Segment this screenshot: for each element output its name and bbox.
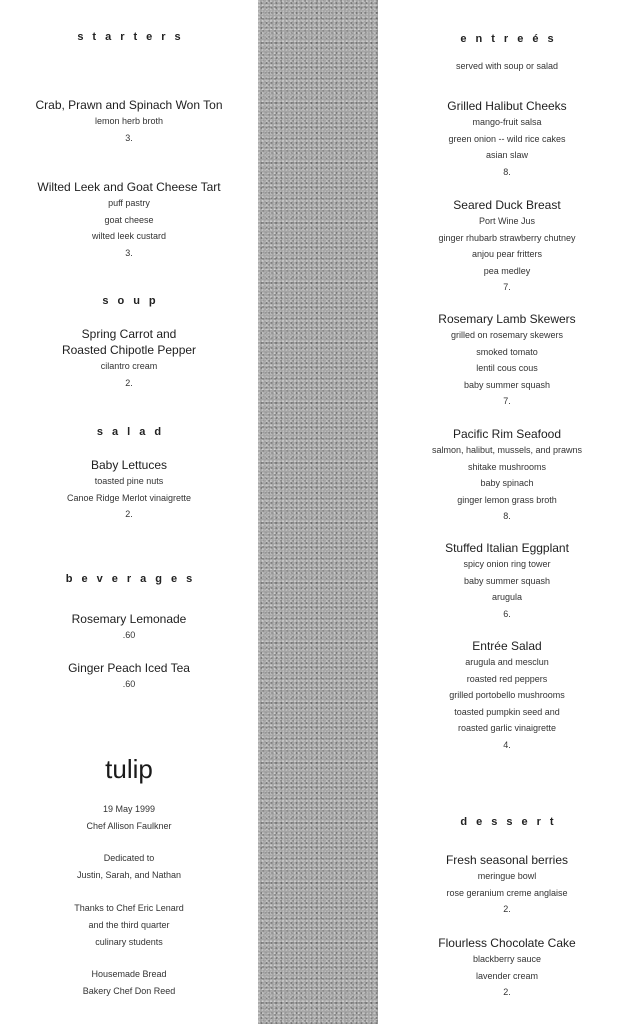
item-detail: lavender cream xyxy=(475,970,539,981)
item-name: Rosemary Lamb Skewers xyxy=(438,312,576,326)
menu-item-halibut-cheeks xyxy=(380,98,634,180)
thanks-line: culinary students xyxy=(95,937,163,947)
menu-item-leek-tart xyxy=(0,179,258,261)
menu-item-lamb-skewers xyxy=(380,311,634,410)
item-detail: mango-fruit salsa xyxy=(472,117,542,127)
item-detail: rose geranium creme anglaise xyxy=(446,887,568,898)
item-detail: salmon, halibut, mussels, and prawns xyxy=(431,445,583,455)
item-detail: roasted garlic vinaigrette xyxy=(457,723,557,733)
item-name: Grilled Halibut Cheeks xyxy=(447,99,567,113)
dedication-names: Justin, Sarah, and Nathan xyxy=(76,870,182,880)
item-name: Wilted Leek and Goat Cheese Tart xyxy=(37,180,221,194)
menu-item-peach-tea xyxy=(0,660,258,693)
bread-chef: Bakery Chef Don Reed xyxy=(82,986,176,996)
item-price: .60 xyxy=(122,630,136,640)
menu-item-carrot-soup xyxy=(0,326,258,391)
item-detail: blackberry sauce xyxy=(472,954,542,964)
item-name: Fresh seasonal berries xyxy=(445,853,569,867)
thanks-line: Thanks to Chef Eric Lenard xyxy=(74,903,184,913)
item-price: 7. xyxy=(503,282,511,292)
restaurant-logo: tulip xyxy=(105,754,153,784)
item-detail: goat cheese xyxy=(104,214,154,225)
item-name: Pacific Rim Seafood xyxy=(452,427,562,441)
item-detail: lentil cous cous xyxy=(476,363,538,373)
item-detail: cilantro cream xyxy=(100,361,158,371)
item-detail: Port Wine Jus xyxy=(478,216,536,226)
item-detail: anjou pear fritters xyxy=(471,249,543,259)
item-name: Baby Lettuces xyxy=(90,458,168,472)
item-price: 8. xyxy=(503,511,511,521)
item-name: Flourless Chocolate Cake xyxy=(438,936,576,950)
section-heading-beverages: beverages xyxy=(65,573,202,585)
item-detail: baby spinach xyxy=(480,478,534,488)
item-name: Spring Carrot and xyxy=(81,327,177,341)
chef-name: Chef Allison Faulkner xyxy=(86,821,172,831)
item-detail: smoked tomato xyxy=(476,346,538,357)
menu-item-won-ton xyxy=(0,97,258,146)
item-detail: ginger rhubarb strawberry chutney xyxy=(438,232,576,243)
menu-item-rosemary-lemonade xyxy=(0,611,258,644)
dedication-line: Dedicated to xyxy=(103,853,155,863)
item-detail: wilted leek custard xyxy=(91,231,167,241)
item-detail: Canoe Ridge Merlot vinaigrette xyxy=(66,492,192,503)
section-heading-dessert: dessert xyxy=(460,816,563,828)
section-heading-salad: salad xyxy=(96,426,171,438)
item-price: 2. xyxy=(125,509,133,519)
menu-item-seasonal-berries xyxy=(380,852,634,918)
item-price: 2. xyxy=(125,377,133,388)
item-name: Rosemary Lemonade xyxy=(71,612,187,626)
item-detail: baby summer squash xyxy=(463,379,551,390)
item-name: Stuffed Italian Eggplant xyxy=(445,541,569,555)
item-price: 2. xyxy=(503,904,511,914)
center-texture-band xyxy=(258,0,378,1024)
item-detail: ginger lemon grass broth xyxy=(457,494,557,505)
item-name-line2: Roasted Chipotle Pepper xyxy=(61,343,197,357)
item-price: 3. xyxy=(125,132,133,143)
menu-item-pacific-seafood xyxy=(380,426,634,525)
item-name: Ginger Peach Iced Tea xyxy=(68,661,190,675)
item-detail: green onion -- wild rice cakes xyxy=(448,133,566,144)
thanks-line: and the third quarter xyxy=(88,920,170,930)
menu-item-duck-breast xyxy=(380,197,634,296)
bread-credit: Housemade Bread xyxy=(91,969,167,979)
item-detail: meringue bowl xyxy=(477,871,537,881)
section-heading-entrees: entreés xyxy=(460,33,563,45)
item-detail: toasted pumpkin seed and xyxy=(454,706,560,717)
menu-item-stuffed-eggplant xyxy=(380,540,634,622)
item-detail: grilled on rosemary skewers xyxy=(450,330,564,340)
entrees-note: served with soup or salad xyxy=(455,61,559,71)
menu-item-chocolate-cake xyxy=(380,935,634,1001)
section-heading-starters: starters xyxy=(77,31,190,43)
item-price: .60 xyxy=(122,679,136,689)
item-name: Crab, Prawn and Spinach Won Ton xyxy=(35,98,223,112)
item-detail: arugula xyxy=(491,592,523,602)
item-detail: shitake mushrooms xyxy=(467,461,547,472)
menu-item-entree-salad xyxy=(380,638,634,753)
item-detail: toasted pine nuts xyxy=(94,476,164,486)
item-price: 8. xyxy=(503,166,511,177)
item-detail: baby summer squash xyxy=(463,575,551,586)
item-price: 7. xyxy=(503,396,511,406)
item-detail: puff pastry xyxy=(108,198,150,208)
item-detail: roasted red peppers xyxy=(466,673,548,684)
item-detail: spicy onion ring tower xyxy=(463,559,551,569)
item-detail: arugula and mesclun xyxy=(465,657,549,667)
menu-item-baby-lettuces xyxy=(0,457,258,523)
menu-date: 19 May 1999 xyxy=(102,804,156,814)
item-price: 2. xyxy=(503,987,511,997)
section-heading-soup: soup xyxy=(102,295,165,307)
item-price: 6. xyxy=(503,608,511,619)
item-detail: pea medley xyxy=(483,265,531,276)
item-name: Entrée Salad xyxy=(472,639,542,653)
item-price: 3. xyxy=(125,247,133,258)
item-detail: lemon herb broth xyxy=(94,116,164,126)
item-price: 4. xyxy=(503,739,511,750)
item-detail: grilled portobello mushrooms xyxy=(449,690,565,700)
item-detail: asian slaw xyxy=(485,150,529,160)
item-name: Seared Duck Breast xyxy=(453,198,561,212)
